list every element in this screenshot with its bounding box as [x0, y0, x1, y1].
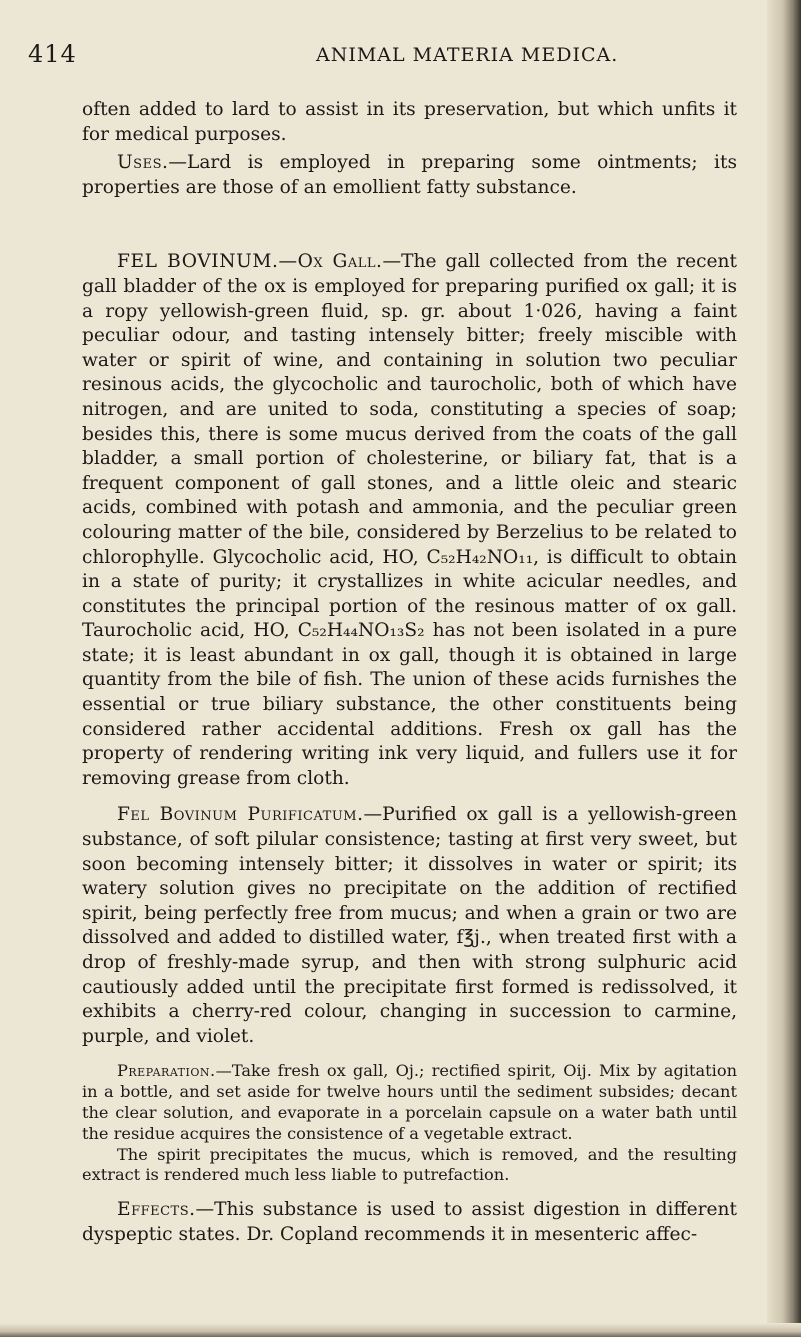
section-heading-preparation: Preparation.	[117, 1061, 216, 1081]
entry-subheading-ox-gall: —Ox Gall.	[278, 251, 383, 273]
paragraph-preparation	[82, 1061, 737, 1144]
paragraph-text: —Lard is employed in preparing some ointments; its properties are those of an emollient fatty substance.	[82, 152, 737, 198]
paragraph-text: —Purified ox gall is a yellowish-green substance, of soft pilular consistence; tasting at first very sweet, but soon becoming intensely bitter; it dissolves in water or spirit; its watery solution gives no precipitate on the addition of rectified spirit, being perfectly free from mucus; and when a grain or two are dissolved and added to distilled water, f℥j., when treated first with a drop of freshly-made syrup, and then with strong sulphuric acid cautiously added until the precipitate first formed is redissolved, it exhibits a cherry-red colour, changing in succession to carmine, purple, and violet.	[82, 804, 737, 1047]
paragraph-text: —Take fresh ox gall, Oj.; rectified spirit, Oij. Mix by agitation in a bottle, and set aside for twelve hours until the sediment subsides; decant the clear solution, and evaporate in a porcelain capsule on a water bath until the residue acquires the consistence of a vegetable extract.	[82, 1061, 737, 1143]
entry-heading-fel-bovinum: FEL BOVINUM.	[117, 251, 279, 273]
page-edge-shadow	[767, 0, 801, 1337]
paragraph-lard-continuation	[82, 98, 737, 147]
paragraph-effects	[82, 1198, 737, 1247]
page-header	[28, 40, 768, 80]
preparation-block	[82, 1061, 737, 1186]
effects-block	[82, 1198, 737, 1247]
paragraph-fel-bovinum-purificatum	[82, 803, 737, 1049]
paragraph-uses	[82, 151, 737, 200]
paragraph-fel-bovinum	[82, 250, 737, 791]
page-body	[82, 98, 737, 1247]
section-heading-effects: Effects.	[117, 1199, 196, 1221]
entry-heading-purificatum: Fel Bovinum Purificatum.	[117, 804, 364, 826]
paragraph-text: —This substance is used to assist digestion in different dyspeptic states. Dr. Copland recommends it in mesenteric affec-	[82, 1199, 737, 1245]
page-number: 414	[28, 40, 77, 68]
paragraph-text: —The gall collected from the recent gall bladder of the ox is employed for preparing purified ox gall; it is a ropy yellowish-green fluid, sp. gr. about 1·026, having a faint peculiar odour, and tasting intensely bitter; freely miscible with water or spirit of wine, and containing in solution two peculiar resinous acids, the glycocholic and taurocholic, both of which have nitrogen, and are united to soda, constituting a species of soap; besides this, there is some mucus derived from the coats of the gall bladder, a small portion of cholesterine, or biliary fat, that is a frequent component of gall stones, and a little oleic and stearic acids, combined with potash and ammonia, and the peculiar green colouring matter of the bile, considered by Berzelius to be related to chlorophylle. Glycocholic acid, HO, C₅₂H₄₂NO₁₁, is difficult to obtain in a state of purity; it crystallizes in white acicular needles, and constitutes the principal portion of the resinous matter of ox gall. Taurocholic acid, HO, C₅₂H₄₄NO₁₃S₂ has not been isolated in a pure state; it is least abundant in ox gall, though it is obtained in large quantity from the bile of fish. The union of these acids furnishes the essential or true biliary substance, the other constituents being considered rather accidental additions. Fresh ox gall has the property of rendering writing ink very liquid, and fullers use it for removing grease from cloth.	[82, 251, 737, 789]
bottom-edge-shadow	[0, 1323, 801, 1337]
paragraph-text: The spirit precipitates the mucus, which is removed, and the resulting extract is rendered much less liable to putrefaction.	[82, 1144, 737, 1185]
main-text-block	[82, 98, 737, 1049]
section-heading-uses: Uses.	[117, 152, 169, 174]
paragraph-preparation-note	[82, 1145, 737, 1187]
paragraph-text: often added to lard to assist in its preservation, but which unfits it for medical purposes.	[82, 99, 737, 145]
running-title: ANIMAL MATERIA MEDICA.	[316, 44, 619, 66]
